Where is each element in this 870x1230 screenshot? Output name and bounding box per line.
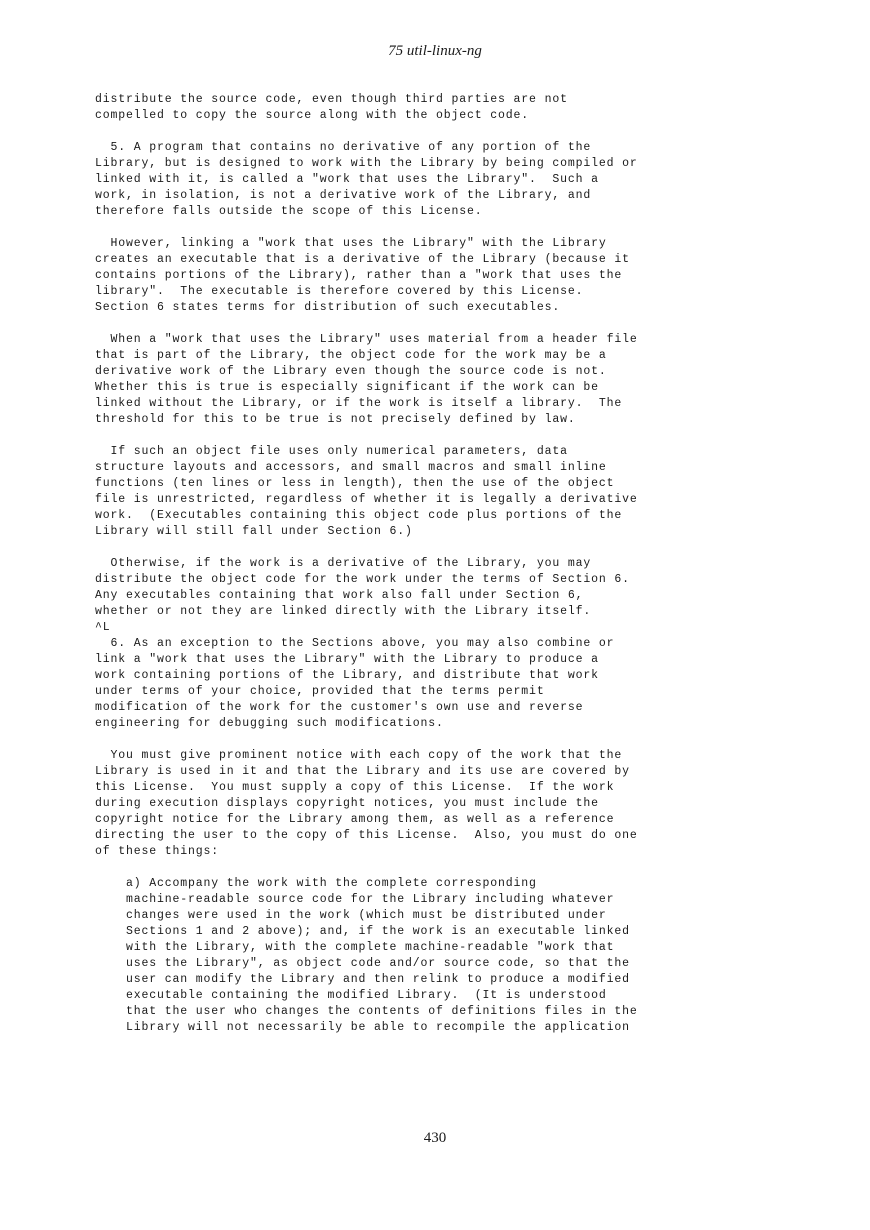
text-line: whether or not they are linked directly with the Library itself. [95, 605, 592, 618]
text-line: distribute the source code, even though third parties are not [95, 93, 568, 106]
text-line: distribute the object code for the work under the terms of Section 6. [95, 573, 630, 586]
text-line [95, 860, 815, 876]
text-line: linked with it, is called a "work that uses the Library". Such a [95, 173, 599, 186]
text-line: 5. A program that contains no derivative of any portion of the [95, 141, 592, 154]
text-line: file is unrestricted, regardless of whether it is legally a derivative [95, 493, 638, 506]
text-line: uses the Library", as object code and/or source code, so that the [95, 957, 630, 970]
text-line: work. (Executables containing this object code plus portions of the [95, 509, 623, 522]
text-line: a) Accompany the work with the complete corresponding [95, 877, 537, 890]
text-line: during execution displays copyright notices, you must include the [95, 797, 599, 810]
text-line: therefore falls outside the scope of this License. [95, 205, 483, 218]
text-line: Whether this is true is especially significant if the work can be [95, 381, 599, 394]
text-line: When a "work that uses the Library" uses material from a header file [95, 333, 638, 346]
text-line: structure layouts and accessors, and small macros and small inline [95, 461, 607, 474]
text-line: link a "work that uses the Library" with the Library to produce a [95, 653, 599, 666]
text-line: that is part of the Library, the object code for the work may be a [95, 349, 607, 362]
text-line: contains portions of the Library), rather than a "work that uses the [95, 269, 623, 282]
text-line: Library is used in it and that the Library and its use are covered by [95, 765, 630, 778]
text-line: work containing portions of the Library, and distribute that work [95, 669, 599, 682]
text-line: threshold for this to be true is not precisely defined by law. [95, 413, 576, 426]
text-line: Otherwise, if the work is a derivative of the Library, you may [95, 557, 592, 570]
text-line: Library will still fall under Section 6.) [95, 525, 413, 538]
text-line: changes were used in the work (which must be distributed under [95, 909, 607, 922]
text-line [95, 428, 815, 444]
text-line: machine-readable source code for the Library including whatever [95, 893, 615, 906]
text-line: Section 6 states terms for distribution of such executables. [95, 301, 561, 314]
text-line [95, 220, 815, 236]
text-line: derivative work of the Library even though the source code is not. [95, 365, 607, 378]
running-header: 75 util-linux-ng [388, 43, 482, 59]
text-line: functions (ten lines or less in length), then the use of the object [95, 477, 615, 490]
text-line: 6. As an exception to the Sections above, you may also combine or [95, 637, 615, 650]
text-line: executable containing the modified Library. (It is understood [95, 989, 607, 1002]
text-line [95, 540, 815, 556]
text-line: Sections 1 and 2 above); and, if the work is an executable linked [95, 925, 630, 938]
text-line: engineering for debugging such modifications. [95, 717, 444, 730]
text-line: compelled to copy the source along with the object code. [95, 109, 530, 122]
license-text-body [95, 92, 815, 1036]
text-line: creates an executable that is a derivative of the Library (because it [95, 253, 630, 266]
text-line: Any executables containing that work also fall under Section 6, [95, 589, 584, 602]
text-line: under terms of your choice, provided that the terms permit [95, 685, 545, 698]
text-line: However, linking a "work that uses the Library" with the Library [95, 237, 607, 250]
text-line: copyright notice for the Library among them, as well as a reference [95, 813, 615, 826]
text-line: of these things: [95, 845, 220, 858]
text-line: linked without the Library, or if the work is itself a library. The [95, 397, 623, 410]
text-line: You must give prominent notice with each copy of the work that the [95, 749, 623, 762]
text-line: Library will not necessarily be able to recompile the application [95, 1021, 630, 1034]
text-line [95, 732, 815, 748]
text-line: that the user who changes the contents of definitions files in the [95, 1005, 638, 1018]
text-line [95, 316, 815, 332]
text-line: Library, but is designed to work with the Library by being compiled or [95, 157, 638, 170]
text-line [95, 124, 815, 140]
form-feed-marker: ^L [95, 621, 111, 634]
text-line: If such an object file uses only numerical parameters, data [95, 445, 568, 458]
text-line: directing the user to the copy of this License. Also, you must do one [95, 829, 638, 842]
page-number: 430 [423, 1130, 447, 1146]
text-line: user can modify the Library and then relink to produce a modified [95, 973, 630, 986]
text-line: modification of the work for the customer's own use and reverse [95, 701, 584, 714]
text-line: library". The executable is therefore covered by this License. [95, 285, 584, 298]
text-line: with the Library, with the complete machine-readable "work that [95, 941, 615, 954]
text-line: work, in isolation, is not a derivative work of the Library, and [95, 189, 592, 202]
text-line: this License. You must supply a copy of this License. If the work [95, 781, 615, 794]
